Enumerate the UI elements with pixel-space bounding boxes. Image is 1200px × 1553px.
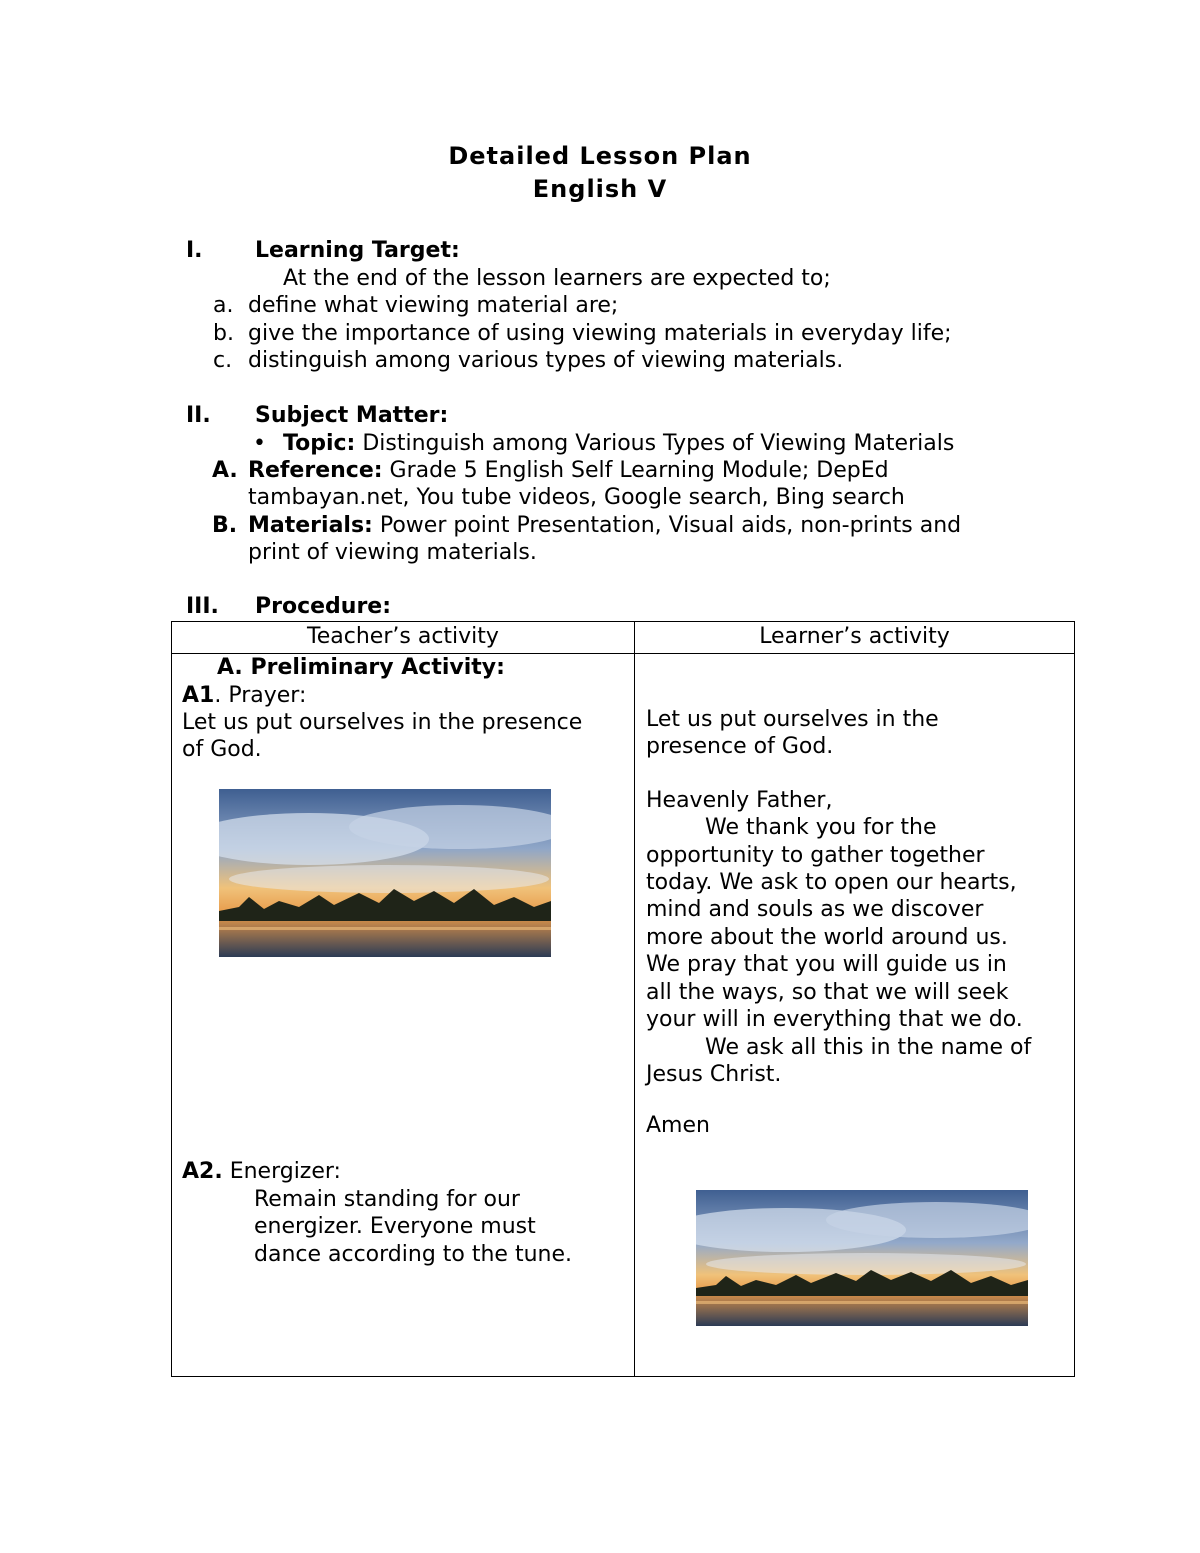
reference-line-2: tambayan.net, You tube videos, Google search, Bing search <box>248 485 905 510</box>
learner-line: We ask all this in the name of <box>705 1035 1032 1060</box>
section-1-numeral: I. <box>186 238 203 263</box>
learner-line: We thank you for the <box>705 815 937 840</box>
reference-line-1: Reference: Grade 5 English Self Learning Module; DepEd <box>248 458 889 483</box>
a1-line-2: of God. <box>182 737 262 762</box>
section-1-intro: At the end of the lesson learners are expected to; <box>283 266 831 291</box>
a2-heading: A2. Energizer: <box>182 1159 341 1184</box>
list-item: define what viewing material are; <box>248 293 619 318</box>
list-marker: c. <box>213 348 233 373</box>
a2-line: energizer. Everyone must <box>254 1214 536 1239</box>
materials-marker: B. <box>212 513 238 538</box>
reference-marker: A. <box>212 458 238 483</box>
sunset-lake-image <box>696 1190 1028 1326</box>
section-2-numeral: II. <box>186 403 211 428</box>
table-top-border <box>171 621 1075 622</box>
a1-heading: A1. Prayer: <box>182 683 307 708</box>
learner-line-amen: Amen <box>646 1113 710 1138</box>
column-header-learner: Learner’s activity <box>759 624 950 649</box>
learner-line: Heavenly Father, <box>646 788 833 813</box>
reference-label: Reference: <box>248 458 383 483</box>
list-marker: b. <box>213 321 234 346</box>
materials-label: Materials: <box>248 513 373 538</box>
table-bottom-border <box>171 1376 1075 1377</box>
list-item: give the importance of using viewing materials in everyday life; <box>248 321 952 346</box>
table-header-divider <box>171 653 1075 654</box>
section-3-numeral: III. <box>186 594 219 619</box>
document-title: Detailed Lesson Plan <box>448 142 752 170</box>
a2-line: dance according to the tune. <box>254 1242 573 1267</box>
learner-line: opportunity to gather together <box>646 843 985 868</box>
document-subtitle: English V <box>532 175 668 203</box>
section-1-heading: Learning Target: <box>255 238 460 263</box>
learner-line: your will in everything that we do. <box>646 1007 1023 1032</box>
materials-line-1: Materials: Power point Presentation, Visual aids, non-prints and <box>248 513 962 538</box>
table-right-border <box>1074 621 1075 1377</box>
learner-line: Let us put ourselves in the <box>646 707 939 732</box>
table-left-border <box>171 621 172 1377</box>
list-item: distinguish among various types of viewing materials. <box>248 348 844 373</box>
learner-line: all the ways, so that we will seek <box>646 980 1009 1005</box>
learner-line: mind and souls as we discover <box>646 897 984 922</box>
learner-line: We pray that you will guide us in <box>646 952 1007 977</box>
column-header-teacher: Teacher’s activity <box>307 624 499 649</box>
section-2-heading: Subject Matter: <box>255 403 449 428</box>
materials-line-2: print of viewing materials. <box>248 540 537 565</box>
section-3-heading: Procedure: <box>255 594 392 619</box>
learner-line: today. We ask to open our hearts, <box>646 870 1017 895</box>
learner-line: presence of God. <box>646 734 834 759</box>
topic-label: Topic: <box>283 431 356 456</box>
learner-line: more about the world around us. <box>646 925 1008 950</box>
sunset-lake-image <box>219 789 551 957</box>
learner-line: Jesus Christ. <box>646 1062 782 1087</box>
topic-text: Distinguish among Various Types of Viewing Materials <box>362 431 955 456</box>
a1-line-1: Let us put ourselves in the presence <box>182 710 583 735</box>
list-marker: a. <box>213 293 234 318</box>
table-column-divider <box>634 621 635 1377</box>
a2-line: Remain standing for our <box>254 1187 520 1212</box>
prelim-heading: A. Preliminary Activity: <box>217 655 505 680</box>
topic-line <box>283 430 954 457</box>
topic-bullet: • <box>253 431 266 456</box>
